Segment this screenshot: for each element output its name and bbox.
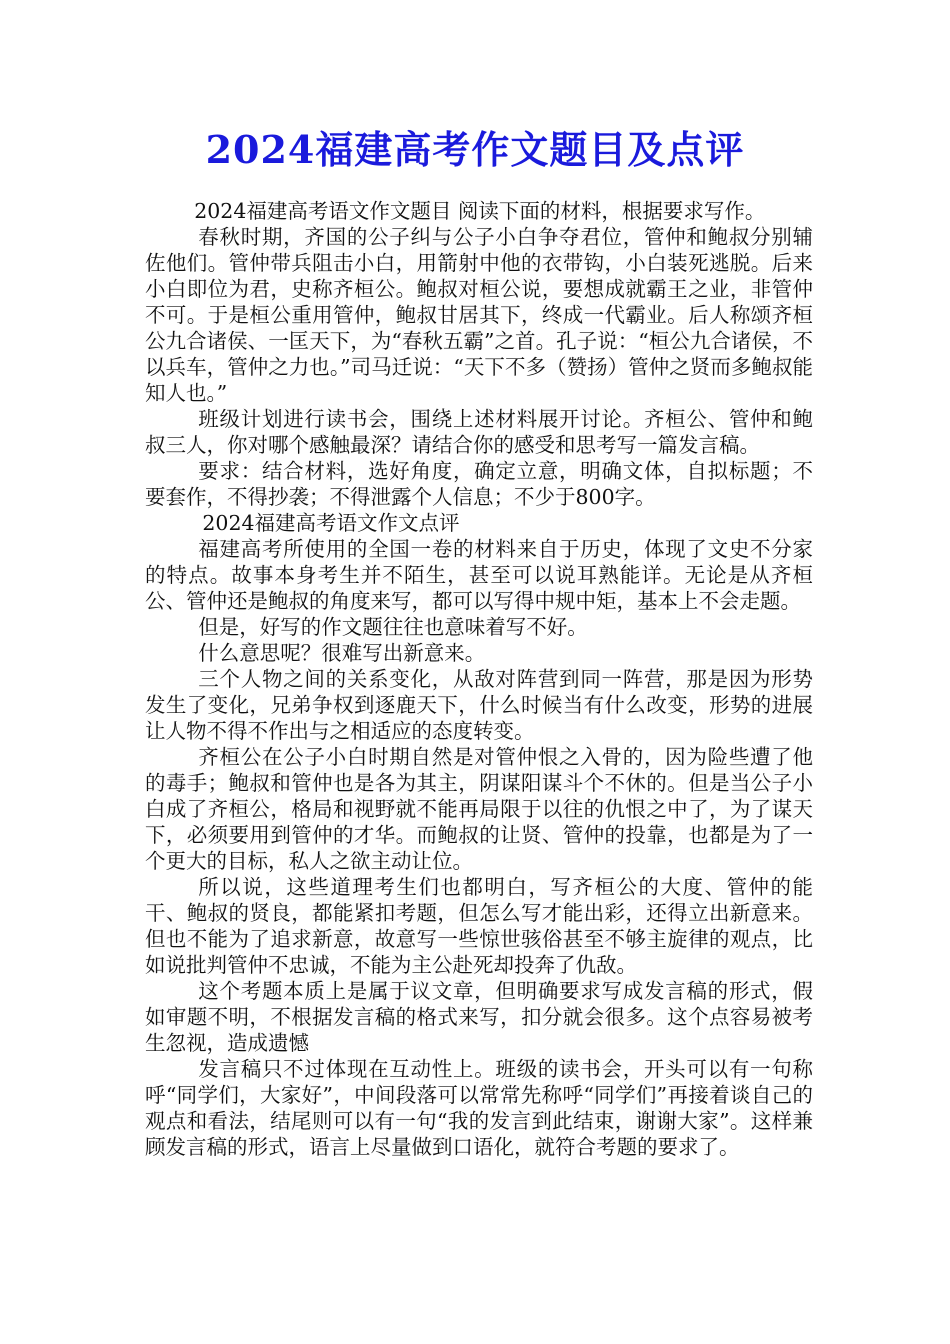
- commentary-paragraph: 三个人物之间的关系变化，从敌对阵营到同一阵营，那是因为形势发生了变化，兄弟争权到逐鹿天下，什么时候当有什么改变，形势的进展让人物不得不作出与之相适应的态度转变。: [145, 667, 813, 743]
- requirements-paragraph: 要求：结合材料，选好角度，确定立意，明确文体，自拟标题；不要套作，不得抄袭；不得泄露个人信息；不少于800字。: [145, 459, 813, 509]
- document-body: [145, 198, 813, 1160]
- commentary-paragraph: 发言稿只不过体现在互动性上。班级的读书会，开头可以有一句称呼“同学们，大家好”，中间段落可以常常先称呼“同学们”再接着谈自己的观点和看法，结尾则可以有一句“我的发言到此结束，谢谢大家”。这样兼顾发言稿的形式，语言上尽量做到口语化，就符合考题的要求了。: [145, 1057, 813, 1159]
- commentary-paragraph: 这个考题本质上是属于议文章，但明确要求写成发言稿的形式，假如审题不明，不根据发言稿的格式来写，扣分就会很多。这个点容易被考生忽视，造成遗憾: [145, 979, 813, 1055]
- document-title: 2024福建高考作文题目及点评: [205, 127, 745, 172]
- task-paragraph: 班级计划进行读书会，围绕上述材料展开讨论。齐桓公、管仲和鲍叔三人，你对哪个感触最深？请结合你的感受和思考写一篇发言稿。: [145, 407, 813, 457]
- commentary-paragraph: 但是，好写的作文题往往也意味着写不好。: [198, 615, 588, 639]
- commentary-paragraph: 所以说，这些道理考生们也都明白，写齐桓公的大度、管仲的能干、鲍叔的贤良，都能紧扣考题，但怎么写才能出彩，还得立出新意来。但也不能为了追求新意，故意写一些惊世骇俗甚至不够主旋律的观点，比如说批判管仲不忠诚，不能为主公赴死却投奔了仇敌。: [145, 875, 813, 977]
- exam-prompt-intro: 2024福建高考语文作文题目 阅读下面的材料，根据要求写作。: [194, 199, 766, 223]
- commentary-paragraph: 福建高考所使用的全国一卷的材料来自于历史，体现了文史不分家的特点。故事本身考生并不陌生，甚至可以说耳熟能详。无论是从齐桓公、管仲还是鲍叔的角度来写，都可以写得中规中矩，基本上不会走题。: [145, 537, 813, 613]
- commentary-heading: 2024福建高考语文作文点评: [202, 511, 460, 535]
- commentary-paragraph: 齐桓公在公子小白时期自然是对管仲恨之入骨的，因为险些遭了他的毒手；鲍叔和管仲也是各为其主，阴谋阳谋斗个不休的。但是当公子小白成了齐桓公，格局和视野就不能再局限于以往的仇恨之中了，为了谋天下，必须要用到管仲的才华。而鲍叔的让贤、管仲的投靠，也都是为了一个更大的目标，私人之欲主动让位。: [145, 745, 813, 873]
- material-paragraph: 春秋时期，齐国的公子纠与公子小白争夺君位，管仲和鲍叔分别辅佐他们。管仲带兵阻击小白，用箭射中他的衣带钩，小白装死逃脱。后来小白即位为君，史称齐桓公。鲍叔对桓公说，要想成就霸王之业，非管仲不可。于是桓公重用管仲，鲍叔甘居其下，终成一代霸业。后人称颂齐桓公九合诸侯、一匡天下，为“春秋五霸”之首。孔子说：“桓公九合诸侯，不以兵车，管仲之力也。”司马迁说：“天下不多（赞扬）管仲之贤而多鲍叔能知人也。”: [145, 225, 813, 405]
- commentary-paragraph: 什么意思呢？很难写出新意来。: [198, 641, 486, 665]
